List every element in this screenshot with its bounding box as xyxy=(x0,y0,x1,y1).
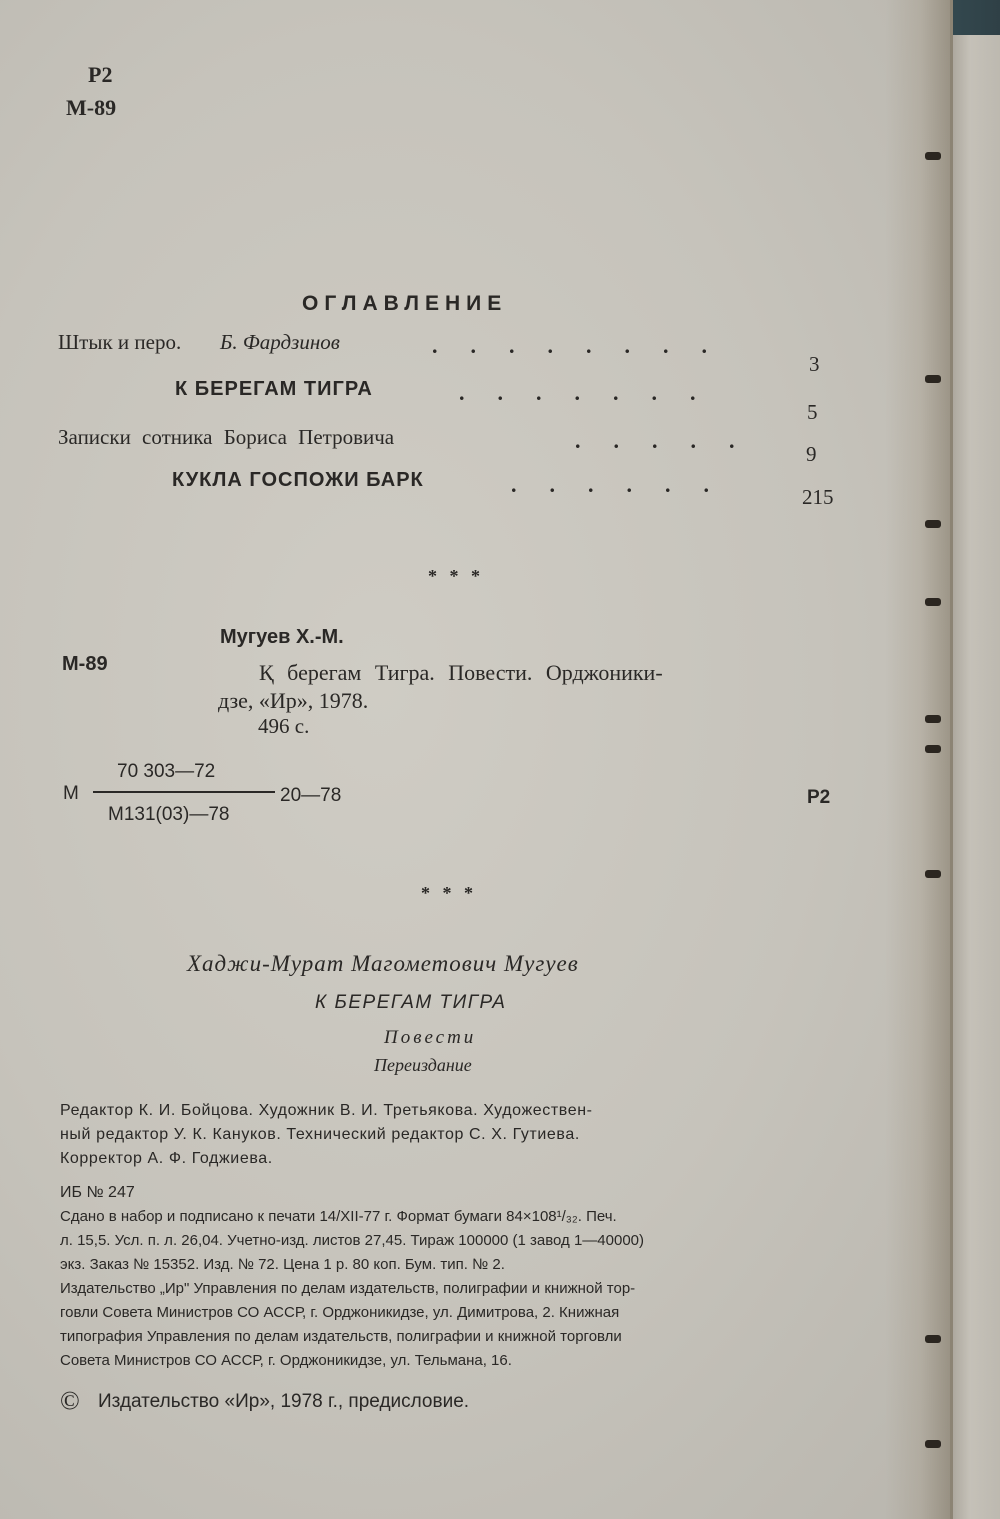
toc-leader-dots: . . . . . . xyxy=(511,472,709,497)
colophon-edition: Переиздание xyxy=(374,1055,472,1075)
print-details-line: Сдано в набор и подписано к печати 14/XII-77 г. Формат бумаги 84×108¹/₃₂. Печ. xyxy=(60,1208,617,1225)
catalog-author: Мугуев Х.-М. xyxy=(220,626,344,648)
catalog-index-letter: М xyxy=(63,783,79,804)
binding-stitch xyxy=(925,715,941,723)
binding-stitch xyxy=(925,598,941,606)
binding-stitch xyxy=(925,1440,941,1448)
copyright-icon: © xyxy=(60,1386,80,1415)
print-details-line: Издательство „Ир" Управления по делам издательств, полиграфии и книжной тор- xyxy=(60,1280,636,1297)
toc-entry-page: 5 xyxy=(807,400,818,424)
ib-number: ИБ № 247 xyxy=(60,1184,135,1201)
print-details-line: экз. Заказ № 15352. Изд. № 72. Цена 1 р. 80 коп. Бум. тип. № 2. xyxy=(60,1256,505,1273)
colophon-title: К БЕРЕГАМ ТИГРА xyxy=(315,992,507,1013)
author-mark: М-89 xyxy=(66,95,117,120)
catalog-pages: 496 с. xyxy=(258,714,310,738)
print-details-line: Совета Министров СО АССР, г. Орджоникидзе, ул. Тельмана, 16. xyxy=(60,1352,512,1369)
toc-entry-label: Штык и перо. xyxy=(58,330,182,354)
toc-entry-page: 215 xyxy=(802,485,834,509)
toc-leader-dots: . . . . . . . xyxy=(459,380,696,405)
toc-entry-label: Записки сотника Бориса Петровича xyxy=(58,425,395,449)
toc-entry-page: 9 xyxy=(806,442,817,466)
binding-stitch xyxy=(925,1335,941,1343)
catalog-title-line: Қ берегам Тигра. Повести. Орджоники- xyxy=(259,660,663,685)
credits-line: Корректор А. Ф. Годжиева. xyxy=(60,1150,273,1167)
binding-stitch xyxy=(925,152,941,160)
catalog-index-denominator: М131(03)—78 xyxy=(108,804,230,825)
catalog-publisher-line: дзе, «Ир», 1978. xyxy=(218,688,369,713)
toc-leader-dots: . . . . . xyxy=(575,428,735,453)
facing-page-edge xyxy=(950,35,1000,1519)
colophon-author: Хаджи-Мурат Магометович Мугуев xyxy=(187,951,579,976)
toc-entry-label: КУКЛА ГОСПОЖИ БАРК xyxy=(172,469,424,491)
toc-entry-label: К БЕРЕГАМ ТИГРА xyxy=(175,378,373,400)
binding-stitch xyxy=(925,375,941,383)
credits-line: ный редактор У. К. Кануков. Технический редактор С. Х. Гутиева. xyxy=(60,1126,580,1143)
toc-leader-dots: . . . . . . . . xyxy=(432,333,707,358)
toc-entry-page: 3 xyxy=(809,352,820,376)
print-details-line: л. 15,5. Усл. п. л. 26,04. Учетно-изд. листов 27,45. Тираж 100000 (1 завод 1—40000) xyxy=(60,1232,645,1249)
print-details-line: типография Управления по делам издательств, полиграфии и книжной торговли xyxy=(60,1328,622,1345)
separator: * * * xyxy=(428,566,480,586)
binding-stitch xyxy=(925,520,941,528)
binding-stitch xyxy=(925,870,941,878)
catalog-index-suffix: 20—78 xyxy=(280,785,342,806)
copyright-text: Издательство «Ир», 1978 г., предисловие. xyxy=(98,1391,470,1412)
toc-title: ОГЛАВЛЕНИЕ xyxy=(302,292,508,315)
credits-line: Редактор К. И. Бойцова. Художник В. И. Третьякова. Художествен- xyxy=(60,1102,593,1119)
toc-entry-author: Б. Фардзинов xyxy=(220,330,340,354)
catalog-mark: М-89 xyxy=(62,653,108,675)
catalog-class-code: Р2 xyxy=(807,787,831,808)
catalog-index-numerator: 70 303—72 xyxy=(117,761,216,782)
fraction-line xyxy=(93,791,275,793)
gutter-stain xyxy=(885,0,950,1519)
separator: * * * xyxy=(421,883,473,903)
print-details-line: говли Совета Министров СО АССР, г. Орджоникидзе, ул. Димитрова, 2. Книжная xyxy=(60,1304,620,1321)
colophon-genre: Повести xyxy=(384,1027,477,1048)
class-code: Р2 xyxy=(88,62,113,87)
binding-stitch xyxy=(925,745,941,753)
